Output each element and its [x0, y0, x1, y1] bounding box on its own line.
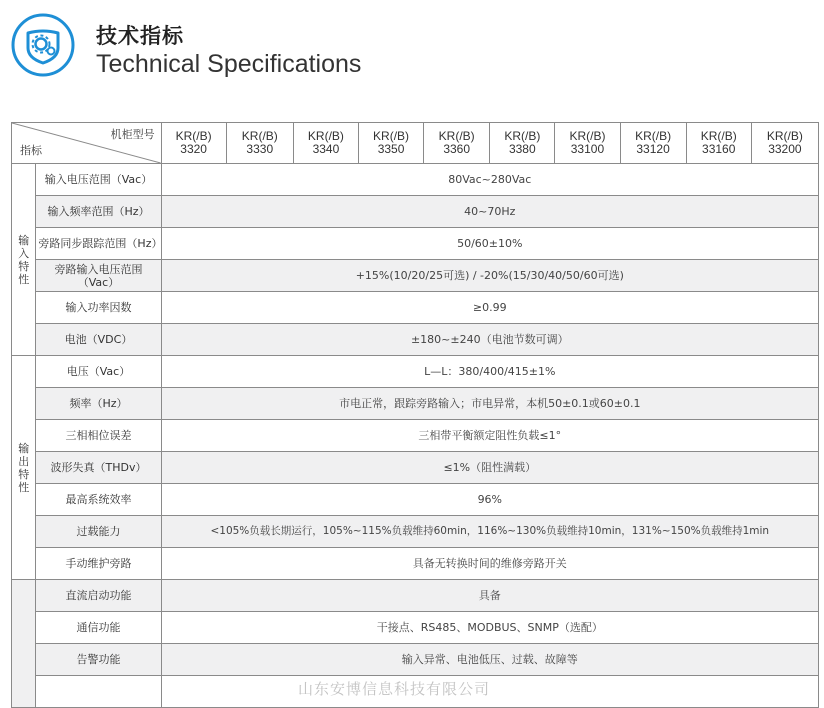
page-header	[0, 0, 824, 120]
row-value: ≤1%（阻性满载）	[161, 452, 818, 484]
row-value: 具备	[161, 580, 818, 612]
corner-bottom-label: 指标	[20, 145, 42, 157]
header-row	[12, 123, 819, 164]
row-label: 输入功率因数	[36, 292, 161, 324]
row-label: 最高系统效率	[36, 484, 161, 516]
table-row	[12, 196, 819, 228]
title-english: Technical Specifications	[96, 50, 362, 78]
row-value: 96%	[161, 484, 818, 516]
model-header: KR(/B) 3360	[424, 123, 490, 164]
row-value: 输入异常、电池低压、过载、故障等	[161, 644, 818, 676]
row-label: 波形失真（THDv）	[36, 452, 161, 484]
table-row	[12, 164, 819, 196]
row-label: 告警功能	[36, 644, 161, 676]
row-label: 电压（Vac）	[36, 356, 161, 388]
table-row	[12, 260, 819, 292]
table-row	[12, 324, 819, 356]
corner-cell	[12, 123, 162, 164]
title-chinese: 技术指标	[96, 24, 184, 48]
spec-table	[11, 122, 819, 708]
row-value: 40~70Hz	[161, 196, 818, 228]
model-header: KR(/B) 33100	[555, 123, 620, 164]
table-row	[12, 420, 819, 452]
corner-top-label: 机柜型号	[110, 129, 155, 141]
model-header: KR(/B) 33160	[686, 123, 751, 164]
watermark: 山东安博信息科技有限公司	[298, 680, 491, 698]
row-label: 旁路同步跟踪范围（Hz）	[36, 228, 161, 260]
table-row	[12, 580, 819, 612]
group-input-label: 输 入 特 性	[12, 164, 36, 356]
model-header: KR(/B) 3330	[226, 123, 293, 164]
model-header: KR(/B) 3350	[358, 123, 423, 164]
table-row	[12, 484, 819, 516]
model-header: KR(/B) 3340	[293, 123, 358, 164]
row-label	[36, 676, 161, 708]
row-label: 输入频率范围（Hz）	[36, 196, 161, 228]
table-row	[12, 292, 819, 324]
row-value: L—L：380/400/415±1%	[161, 356, 818, 388]
gear-shield-icon	[10, 12, 76, 78]
model-header: KR(/B) 3320	[161, 123, 226, 164]
table-row	[12, 548, 819, 580]
row-value: +15%(10/20/25可选) / -20%(15/30/40/50/60可选)	[161, 260, 818, 292]
table-row	[12, 644, 819, 676]
row-label: 直流启动功能	[36, 580, 161, 612]
row-value: 市电正常，跟踪旁路输入；市电异常，本机50±0.1或60±0.1	[161, 388, 818, 420]
model-header: KR(/B) 33120	[620, 123, 686, 164]
row-value: 80Vac~280Vac	[161, 164, 818, 196]
row-label: 通信功能	[36, 612, 161, 644]
table-row	[12, 612, 819, 644]
row-value: 50/60±10%	[161, 228, 818, 260]
row-label: 输入电压范围（Vac）	[36, 164, 161, 196]
row-value: <105%负载长期运行，105%~115%负载维持60min，116%~130%负载维持10min，131%~150%负载维持1min	[161, 516, 818, 548]
row-value: 三相带平衡额定阻性负载≤1°	[161, 420, 818, 452]
table-row	[12, 388, 819, 420]
row-label: 旁路输入电压范围（Vac）	[36, 260, 161, 292]
group-other-label	[12, 580, 36, 708]
row-label: 频率（Hz）	[36, 388, 161, 420]
model-header: KR(/B) 33200	[751, 123, 818, 164]
table-row	[12, 356, 819, 388]
row-label: 电池（VDC）	[36, 324, 161, 356]
row-label: 手动维护旁路	[36, 548, 161, 580]
table-row	[12, 228, 819, 260]
table-row	[12, 516, 819, 548]
group-output-label: 输 出 特 性	[12, 356, 36, 580]
row-value: ±180~±240（电池节数可调）	[161, 324, 818, 356]
row-value: 具备无转换时间的维修旁路开关	[161, 548, 818, 580]
row-value: ≥0.99	[161, 292, 818, 324]
row-label: 三相相位误差	[36, 420, 161, 452]
row-value: 干接点、RS485、MODBUS、SNMP（选配）	[161, 612, 818, 644]
row-label: 过载能力	[36, 516, 161, 548]
table-row	[12, 452, 819, 484]
model-header: KR(/B) 3380	[490, 123, 555, 164]
